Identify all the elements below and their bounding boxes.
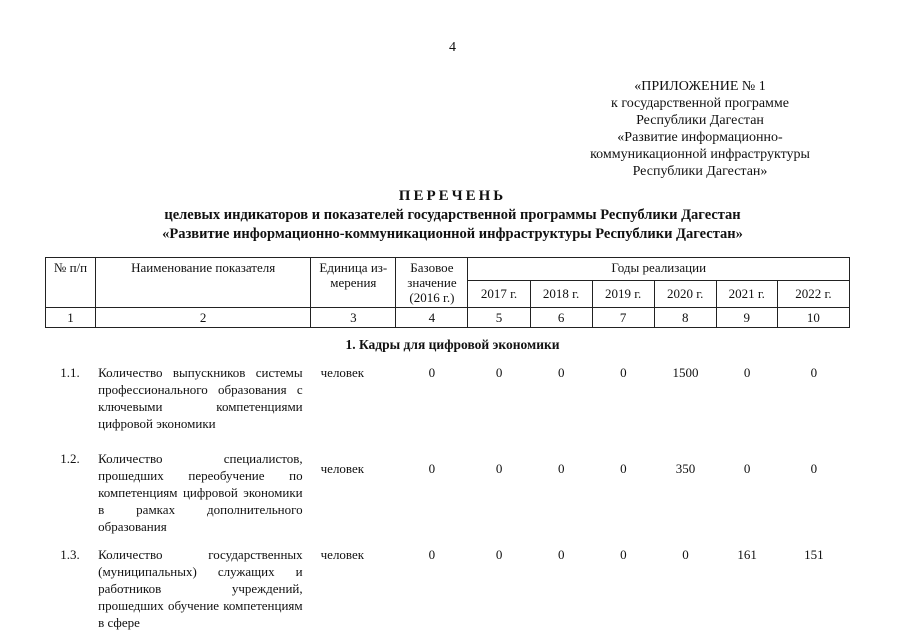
appendix-line: «ПРИЛОЖЕНИЕ № 1: [634, 79, 766, 94]
row-base: 0: [428, 547, 436, 562]
header-year: 2020 г.: [654, 280, 716, 307]
column-number: 2: [96, 308, 311, 328]
header-name: Наименование показателя: [96, 258, 311, 308]
row-unit: человек: [320, 461, 365, 476]
column-number: 8: [654, 308, 716, 328]
column-number: 3: [311, 308, 396, 328]
appendix-line: Республики Дагестан: [636, 113, 764, 128]
row-base: 0: [428, 365, 436, 380]
row-value: 0: [495, 547, 503, 562]
document-subtitle-line-2: «Развитие информационно-коммуникационной инфраструктуры Республики Дагестан»: [162, 226, 743, 242]
table-row: [45, 546, 850, 631]
header-year: 2018 г.: [530, 280, 592, 307]
row-value: 0: [620, 461, 627, 476]
column-number: 4: [396, 308, 468, 328]
header-num: № п/п: [46, 258, 96, 308]
row-value: 350: [675, 461, 696, 476]
row-value: 0: [557, 461, 565, 476]
document-title: ПЕРЕЧЕНЬ: [398, 188, 507, 204]
column-number: 5: [468, 308, 530, 328]
row-unit: человек: [320, 547, 365, 562]
row-name: Количество выпускников системы профессионального образования с ключевыми компетенциями цифровой экономики: [98, 365, 303, 431]
section-title: 1. Кадры для цифровой экономики: [345, 337, 560, 352]
column-number: 9: [716, 308, 777, 328]
row-value: 0: [557, 547, 565, 562]
row-value: 161: [737, 547, 757, 562]
row-name: Количество специалистов, прошедших переобучение по компетенциям цифровой экономики в рамках дополнительного образования: [98, 451, 303, 534]
table-row: [45, 450, 850, 546]
row-value: 0: [810, 461, 818, 476]
document-subtitle-line-1: целевых индикаторов и показателей государственной программы Республики Дагестан: [164, 207, 741, 223]
header-year: 2017 г.: [468, 280, 530, 307]
header-year: 2019 г.: [592, 280, 654, 307]
column-number-row: [46, 308, 850, 328]
row-unit: человек: [320, 365, 365, 380]
row-value: 0: [743, 461, 751, 476]
row-value: 0: [743, 365, 751, 380]
row-value: 0: [557, 365, 565, 380]
row-name: Количество государственных (муниципальных) служащих и работников учреждений, прошедших обучение компетенциям в сфере: [98, 547, 303, 630]
header-unit: Единица из-мерения: [311, 258, 396, 308]
column-number: 10: [777, 308, 849, 328]
appendix-line: коммуникационной инфраструктуры: [590, 147, 810, 162]
header-base: Базовое значение (2016 г.): [396, 258, 468, 308]
row-value: 0: [495, 461, 503, 476]
column-number: 7: [592, 308, 654, 328]
row-value: 1500: [672, 365, 699, 380]
appendix-line: «Развитие информационно-: [617, 130, 783, 145]
indicators-table-body: [45, 364, 850, 631]
appendix-line: к государственной программе: [611, 96, 789, 111]
row-value: 0: [495, 365, 503, 380]
table-row: [45, 364, 850, 450]
row-value: 151: [804, 547, 824, 562]
page-number: 4: [449, 40, 456, 55]
header-year: 2021 г.: [716, 280, 777, 307]
row-num: 1.1.: [60, 365, 80, 380]
row-num: 1.3.: [60, 547, 80, 562]
appendix-line: Республики Дагестан»: [632, 164, 768, 179]
row-num: 1.2.: [60, 451, 80, 466]
row-value: 0: [682, 547, 689, 562]
header-years-title: Годы реализации: [468, 258, 850, 281]
column-number: 6: [530, 308, 592, 328]
appendix-notice: [560, 78, 840, 180]
column-number: 1: [46, 308, 96, 328]
header-year: 2022 г.: [777, 280, 849, 307]
row-value: 0: [620, 365, 627, 380]
row-base: 0: [428, 461, 436, 476]
row-value: 0: [810, 365, 818, 380]
indicators-table-header: [45, 257, 850, 328]
row-value: 0: [620, 547, 627, 562]
